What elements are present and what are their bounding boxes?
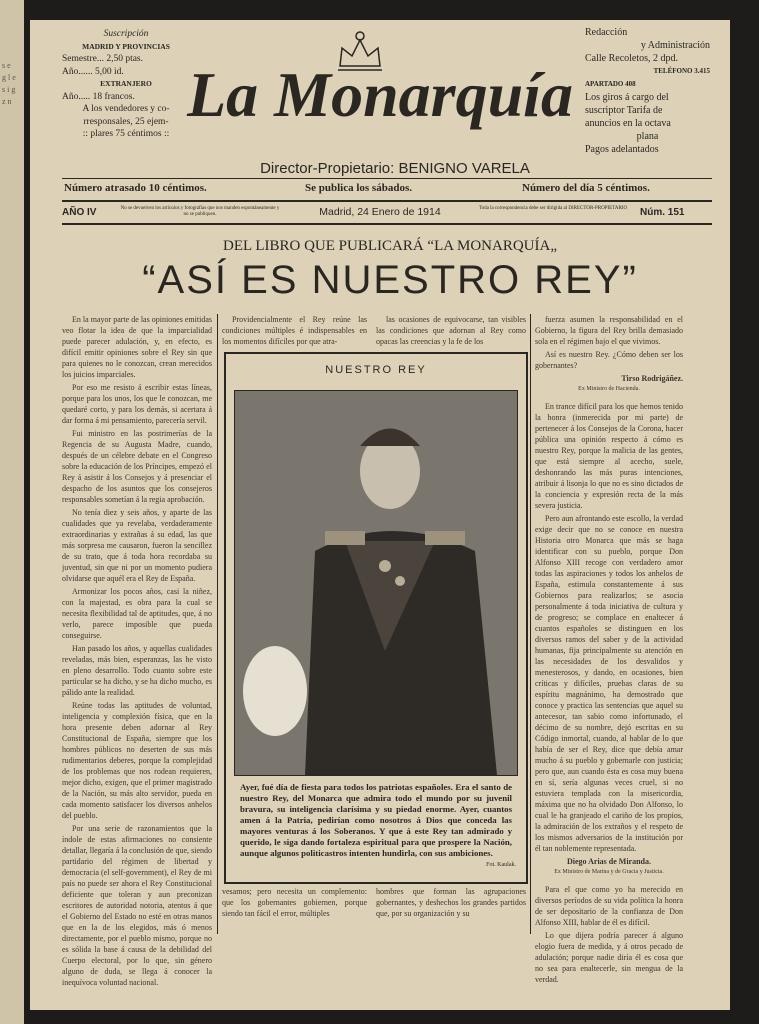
article-column-3-top: las ocasiones de equivocarse, tan visibles las condiciones que adornan al Rey como opacas las creencias y la fe de los — [376, 315, 526, 346]
signature-1-role: Ex Ministro de Hacienda. — [578, 386, 640, 392]
masthead-divider — [62, 178, 712, 179]
director-line: Director-Propietario: BENIGNO VARELA — [260, 160, 530, 177]
newspaper-title: La Monarquía — [187, 59, 573, 130]
column-rule-1 — [217, 314, 218, 934]
article-column-3-bottom: hombres que forman las agrupaciones gobernantes, y deshechos los grandes partidos que, por su organización y su — [376, 887, 526, 918]
king-portrait-photo — [234, 390, 518, 776]
photo-credit: Fot. Kaulak. — [486, 862, 516, 868]
portrait-figure-icon — [235, 391, 517, 775]
article-headline: “ASÍ ES NUESTRO REY” — [142, 258, 638, 302]
adjacent-page-strip — [0, 0, 24, 1024]
subscription-box: Suscripción MADRID Y PROVINCIAS Semestre... 2,50 ptas. Año...... 5,00 id. EXTRANJERO Año..... 18 francos. A los vendedores y co- rresponsales, 25 ejem- :: plares 75 céntimos :: — [62, 28, 190, 174]
signature-1-name: Tirso Rodrigáñez. — [621, 374, 683, 383]
signature-2-name: Diego Arias de Miranda. — [567, 857, 651, 866]
issue-price: Número del día 5 céntimos. — [522, 182, 650, 194]
issue-number: Núm. 151 — [640, 207, 685, 218]
publication-day: Se publica los sábados. — [305, 182, 412, 194]
strip-divider-top — [62, 200, 712, 202]
photo-title: NUESTRO REY — [325, 364, 427, 376]
newspaper-page — [30, 20, 730, 1010]
adjacent-page-text: s e g l e s i g z n — [2, 61, 16, 106]
returns-note: No se devuelven los artículos y fotografías que nos manden espontáneamente y no se publiquen. — [120, 206, 280, 217]
strip-divider-bottom — [62, 223, 712, 225]
signature-2-role: Ex Ministro de Marina y de Gracia y Justicia. — [554, 869, 664, 875]
article-column-1: En la mayor parte de las opiniones emitidas veo flotar la idea de que la imparcialidad puede parecer adulación, y, en efecto, es difícil emitir opiniones sobre el Rey sin que para quienes no le conozcan, crean merecidos los juicios imparciales. Por eso me resisto á escribir estas líneas, porque para los unos, los que le conozcan, me quedaré corto, y para los demás, si acertara á dar forma á mi pensamiento, parecería servil. Fui ministro en las postrimerías de la Regencia de su Augusta Madre, cuando, después de un célebre debate en el Congreso sobre la educación de los Príncipes, empezó el Rey á asistir á los Consejos y á presenciar el despacho de los asuntos que los consejeros responsables sometían á la regia aprobación. No tenía diez y seis años, y aparte de las cualidades que ya revelaba, verdaderamente extraordinarias y extrañas á su edad, las que más sorpresa me causaron, fueron la sencillez de su trato, que á toda hora recordaba su juventud, sin que ni por un momento pudiera olvidarse que aquél era el Rey de España. Armonizar los pocos años, casi la niñez, con la majestad, es obra para la cual se necesita flexibilidad tal de aptitudes, que, á no verlo, parece imposible que pueda conseguirse. Han pasado los años, y aquellas cualidades reveladas, más bien, esperanzas, las he visto en pleno desarrollo. Todo cuanto sobre este particular se ha dicho, y se ha dicho mucho, es pálido ante la realidad. Reúne todas las aptitudes de voluntad, inteligencia y complexión física, que en la hora presente deben adornar al Rey Constitucional de España, siempre que los hombres públicos no deserten de sus más rudimentarios deberes, porque la complejidad de los problemas que nos rodean requieren, mejor dicho, exigen, que el primer magistrado de la Nación, su más alto servidor, pueda en cada momento satisfacer los diversos anhelos del pueblo. Por una serie de razonamientos que la índole de estas afirmaciones no consiente detallar, llegaría á la conclusión de que, siendo partidario del régimen de libertad y democracia (el self-government), el Rey de mi país no puede ser ahora el Rey Constitucional deficiente que toleran y aun preconizan escritores de autoridad notoria, atentos á que el Gobierno del Estado no esté en otras manos que en la de los elegidos, más ó menos directamente, por el pueblo mismo, porque no es sólida la base á causa de la debilidad del Cuerpo electoral, por lo que, sin género alguno de duda, se llega á conocer la inequívoca voluntad nacional. — [62, 315, 212, 987]
column-rule-2 — [530, 314, 531, 934]
article-kicker: DEL LIBRO QUE PUBLICARÁ “LA MONARQUÍA„ — [222, 238, 557, 254]
year-label: AÑO IV — [62, 207, 97, 218]
administration-box: Redacción y Administración Calle Recoletos, 2 dpd. TELÉFONO 3.415 APARTADO 408 Los giros á cargo del suscriptor Tarifa de anuncios en la octava plana Pagos adelantados — [585, 27, 710, 155]
photo-caption: Ayer, fué día de fiesta para todos los patriotas españoles. Era el santo de nuestro Rey, del Monarca que admira todo el mundo por su juvenil bravura, su inteligencia clarísima y su piedad enorme. Ayer, cuantos amen á la Patria, pedirían como nosotros á Dios que conceda las mayores venturas á los Soberanos. Y que á este Rey tan admirado y querido, le siga dando fortaleza espiritual para que prospere la Nación, aunque algunos politicastros intenten hundirla, con sus ambiciones. — [240, 782, 512, 858]
photo-frame — [224, 352, 528, 884]
article-column-2-bottom: vesamos; pero necesita un complemento: que los gobernantes gobiernen, porque siendo tan fácil el error, múltiples — [222, 887, 367, 918]
issue-date: Madrid, 24 Enero de 1914 — [319, 206, 441, 218]
subscription-heading: Suscripción — [103, 29, 149, 39]
article-column-4: fuerza asumen la responsabilidad en el Gobierno, la figura del Rey brilla demasiado sola en el régimen bajo el que vivimos. Así es nuestro Rey. ¿Cómo deben ser los gobernantes? Tirso Rodrigáñez. Ex Ministro de Hacienda. En trance difícil para los que hemos tenido la honra (inmerecida por mi parte) de pertenecer á los Consejos de la Corona, hacer pública una opinión respecto á cómo es nuestro Rey, porque la malicia de las gentes, que está siempre al acecho, suele, deshonrando las más puras intenciones, atribuir á lisonja lo que no es sino dictados de la conciencia y expresión recta de la más severa justicia. Pero aun afrontando este escollo, la verdad exige decir que no se conoce en nuestra Historia otro Monarca que más se haga identificar con su pueblo, porque Don Alfonso XIII recoge con verdadero amor todas las aspiraciones y todos los anhelos de España, estimula constantemente á sus Gobiernos para realizarlos; se asocia personalmente á toda iniciativa de cultura y de progreso; se complace en enaltecer á cuantos españoles se distinguen en los diversos ramos del saber y de la actividad humanas, fija principalmente su atención en las necesidades de los desvalidos y menesterosos, y dando, en ocasiones, bien críticas y difíciles, pruebas claras de su espíritu magnánimo, ha demostrado que conoce y practica las sentencias que aquel su antecesor, tan sabio como infortunado, el décimo de su nombre, dejó escritas en su Código inmortal, cuando, al hablar de lo que había de ser el Rey, dice que debía amar mucho á su pueblo y gobernarle con justicia; pero que, aun cuando ésta es cosa muy buena en sí, sería algunas veces cruel, si no estuviera templada con la misericordia, máxima que no ha olvidado Don Alfonso, lo cual le ha granjeado el cariño de los propios, la admiración de los extraños y el respeto de los mismos adversarios de la institución por él tan noblemente representada. Diego Arias de Miranda. Ex Ministro de Marina y de Gracia y Justicia. Para el que como yo ha merecido en diversos períodos de su vida política la honra de ser depositario de la confianza de Don Alfonso XIII, hablar de él es difícil. Lo que dijera podría parecer á alguno elogio fuera de medida, y á otros pecado de adulación; porque nadie diría él es cosa que no sea para enaltecerle, sin mengua de la verdad. — [535, 315, 683, 984]
article-column-2-top: Providencialmente el Rey reúne las condiciones múltiples é indispensables en los momentos difíciles por que atra- — [222, 315, 367, 346]
back-issue-price: Número atrasado 10 céntimos. — [64, 182, 207, 194]
correspondence-note: Toda la correspondencia debe ser dirigida al DIRECTOR-PROPIETARIO — [478, 206, 628, 211]
